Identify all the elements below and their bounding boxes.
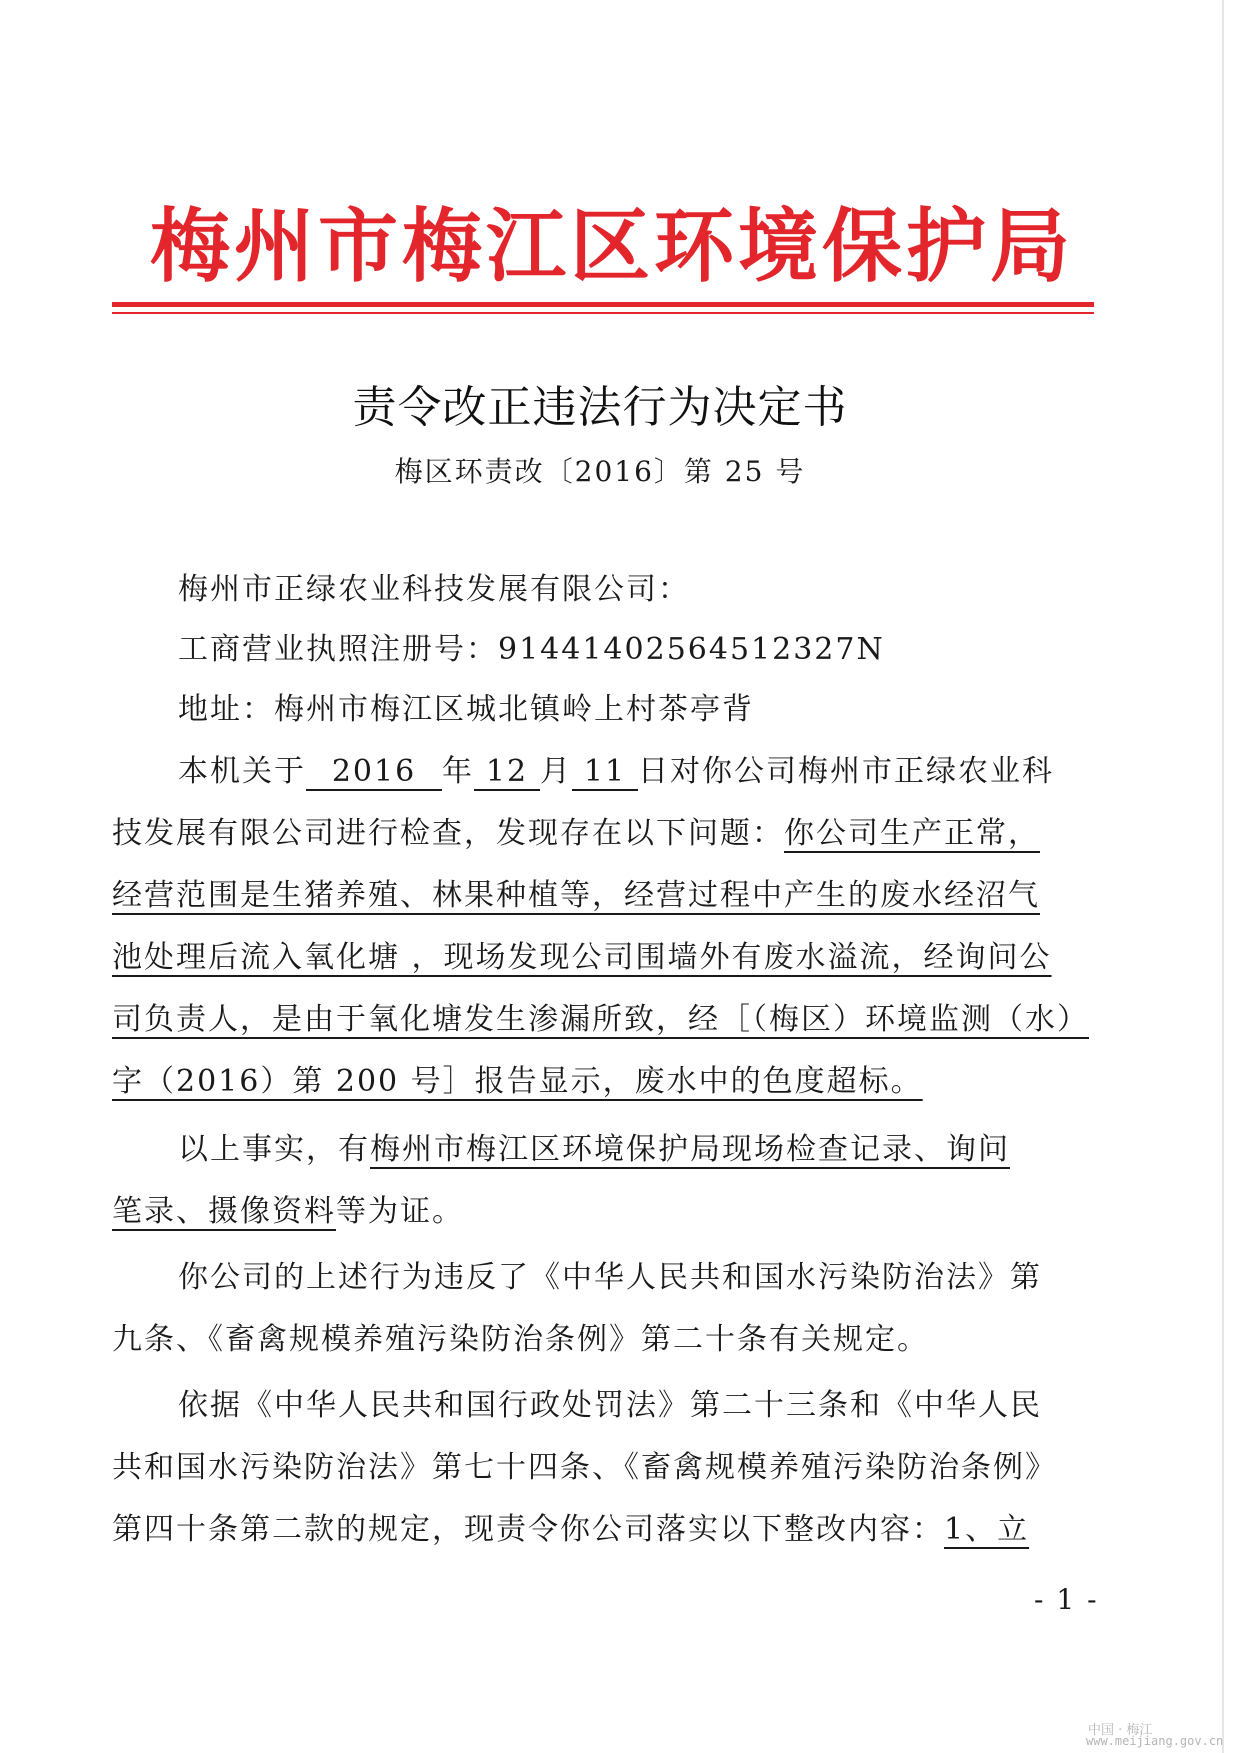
para1-prefix: 本机关于 [178, 754, 306, 789]
para2-line1 [178, 1130, 1148, 1170]
watermark-url: www.meijiang.gov.cn [1086, 1734, 1224, 1748]
letterhead-rule-thin [112, 312, 1094, 314]
para1-line6: 字（2016）第 200 号］报告显示，废水中的色度超标。 [112, 1064, 923, 1099]
month-unit: 月 [540, 754, 572, 789]
para2-line2 [112, 1192, 1082, 1232]
letterhead-title: 梅州市梅江区环境保护局 [150, 199, 1074, 293]
inspection-month: 12 [474, 755, 540, 791]
inspection-day: 11 [572, 755, 638, 791]
document-title: 责令改正违法行为决定书 [352, 382, 848, 433]
para1-line2-text: 技发展有限公司进行检查，发现存在以下问题： [112, 816, 784, 851]
para2-suffix: 等为证。 [336, 1194, 464, 1229]
para4-line2: 共和国水污染防治法》第七十四条、《畜禽规模养殖污染防治条例》 [112, 1450, 1057, 1485]
para1-line1 [178, 752, 1148, 792]
license-label: 工商营业执照注册号： [178, 632, 498, 667]
watermark-brand: 中国 · 梅江 [1088, 1723, 1153, 1738]
inspection-year: 2016 [306, 755, 442, 791]
license-line [178, 630, 1148, 670]
page-number: - 1 - [1034, 1583, 1099, 1616]
page-edge [1222, 0, 1224, 1753]
para1-line4: 池处理后流入氧化塘 ，现场发现公司围墙外有废水溢流，经询问公 [112, 940, 1052, 975]
para4-line3 [112, 1510, 1082, 1550]
year-unit: 年 [442, 754, 474, 789]
address-value: 梅州市梅江区城北镇岭上村茶亭背 [274, 692, 754, 727]
para1-line5: 司负责人，是由于氧化塘发生渗漏所致，经［（梅区）环境监测（水） [112, 1002, 1089, 1037]
para3-line1: 你公司的上述行为违反了《中华人民共和国水污染防治法》第 [178, 1260, 1042, 1295]
document-number: 梅区环责改〔2016〕第 25 号 [394, 455, 806, 488]
para2-prefix: 以上事实，有 [178, 1132, 370, 1167]
para4-line3-text: 第四十条第二款的规定，现责令你公司落实以下整改内容： [112, 1512, 944, 1547]
address-line [178, 690, 1148, 730]
para4-line3-underlined: 1、立 [944, 1512, 1030, 1547]
day-unit: 日对你公司梅州市正绿农业科 [638, 754, 1054, 789]
para3-line2: 九条、《畜禽规模养殖污染防治条例》第二十条有关规定。 [112, 1322, 929, 1357]
license-number: 91441402564512327N [498, 632, 885, 667]
evidence-list-part1: 梅州市梅江区环境保护局现场检查记录、询问 [370, 1132, 1010, 1167]
address-label: 地址： [178, 692, 274, 727]
addressee: 梅州市正绿农业科技发展有限公司： [178, 572, 690, 607]
para1-line3: 经营范围是生猪养殖、林果种植等，经营过程中产生的废水经沼气 [112, 878, 1040, 913]
letterhead-rule-thick [112, 302, 1094, 307]
para1-line2 [112, 814, 1082, 854]
evidence-list-part2: 笔录、摄像资料 [112, 1194, 336, 1229]
para1-line2-underlined: 你公司生产正常， [784, 816, 1040, 851]
para4-line1: 依据《中华人民共和国行政处罚法》第二十三条和《中华人民 [178, 1388, 1042, 1423]
